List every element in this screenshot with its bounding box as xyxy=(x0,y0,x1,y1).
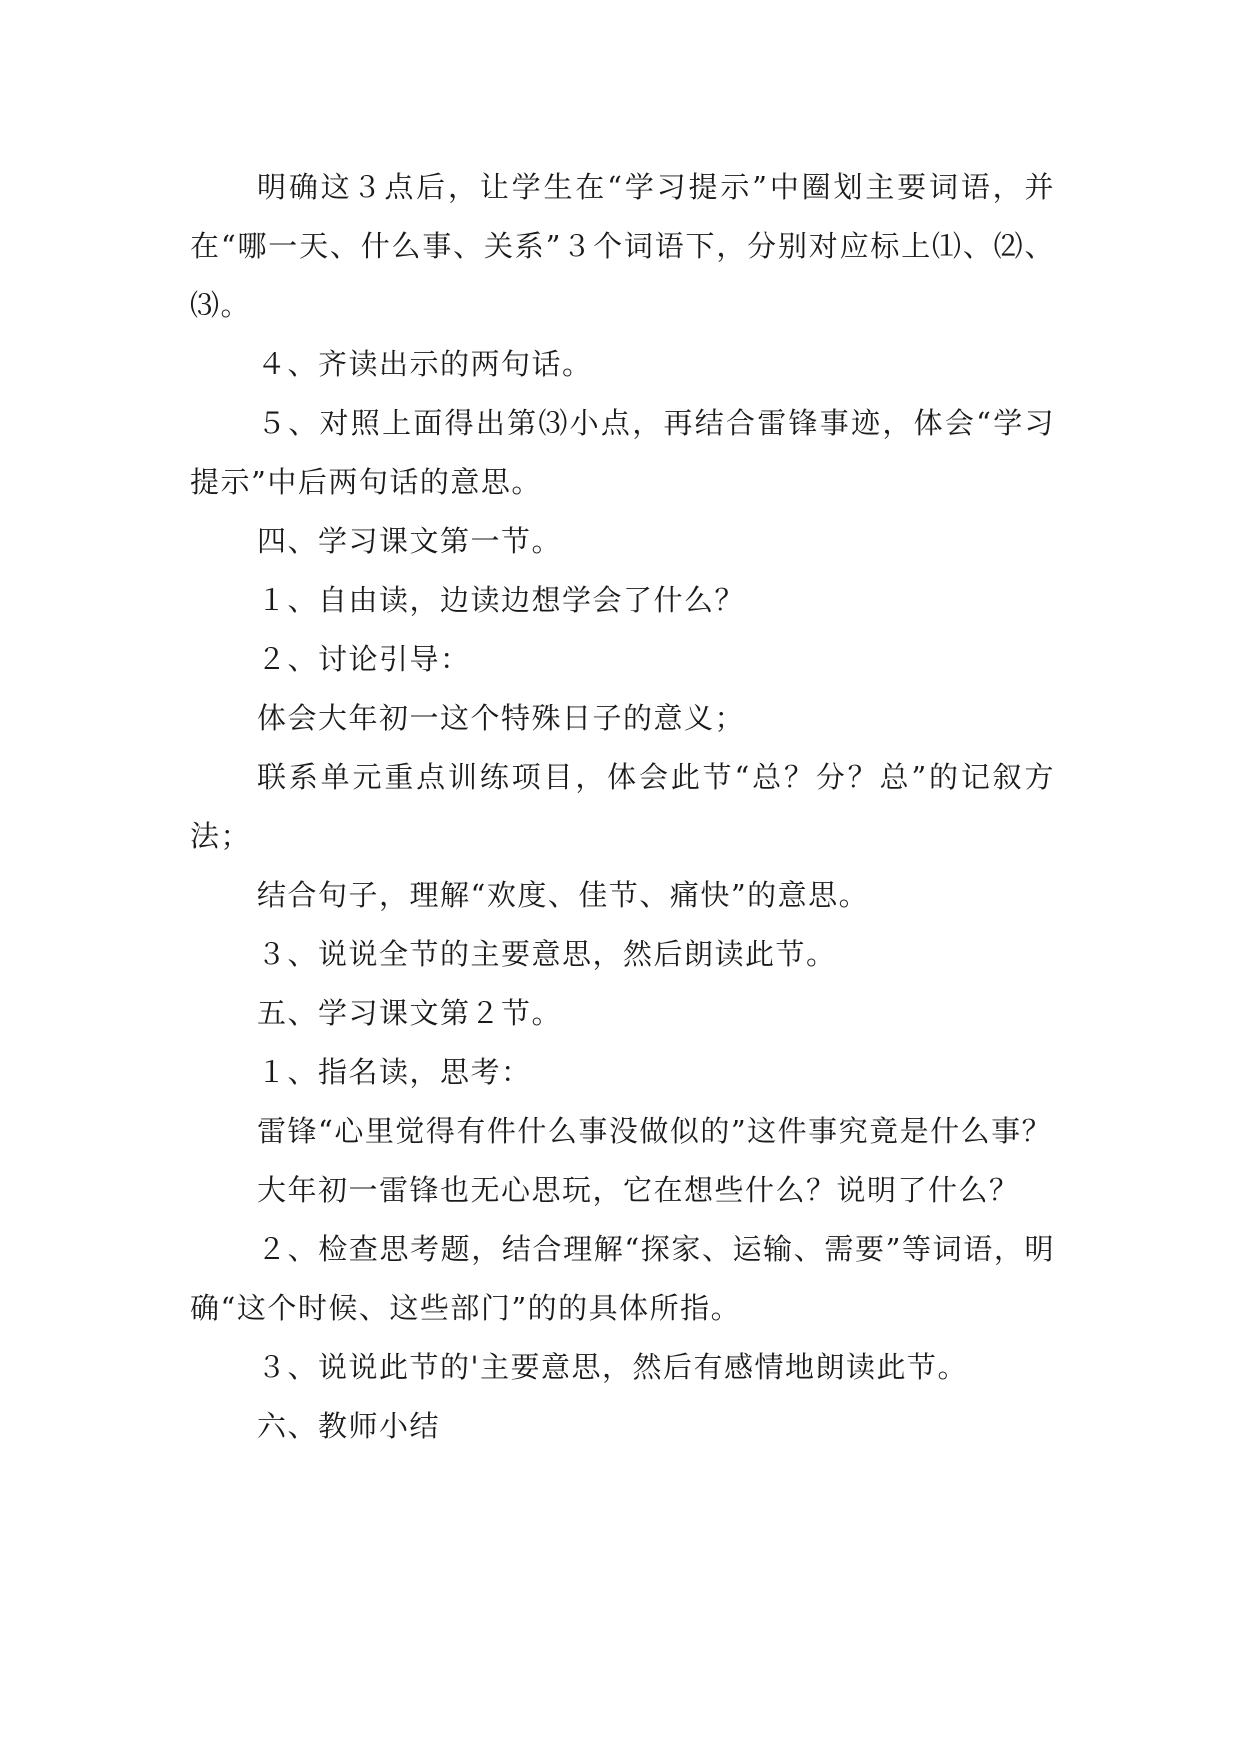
section-heading: 四、学习课文第一节。 xyxy=(257,524,563,558)
paragraph: 雷锋“心里觉得有件什么事没做似的”这件事究竟是什么事？ xyxy=(257,1114,1053,1148)
paragraph: ３、说说此节的'主要意思，然后有感情地朗读此节。 xyxy=(257,1350,968,1384)
paragraph: ２、讨论引导： xyxy=(257,642,471,676)
paragraph: ２、检查思考题，结合理解“探家、运输、需要”等词语，明确“这个时候、这些部门”的的具体所指。 xyxy=(190,1232,1055,1325)
paragraph: １、自由读，边读边想学会了什么？ xyxy=(257,583,746,617)
document-body xyxy=(190,158,1055,1456)
paragraph: 体会大年初一这个特殊日子的意义； xyxy=(257,701,746,735)
section-heading: 五、学习课文第２节。 xyxy=(257,996,563,1030)
paragraph: ３、说说全节的主要意思，然后朗读此节。 xyxy=(257,937,837,971)
paragraph: ５、对照上面得出第⑶小点，再结合雷锋事迹，体会“学习提示”中后两句话的意思。 xyxy=(190,406,1055,499)
paragraph: １、指名读，思考： xyxy=(257,1055,532,1089)
paragraph: 结合句子，理解“欢度、佳节、痛快”的意思。 xyxy=(257,878,870,912)
paragraph: ４、齐读出示的两句话。 xyxy=(257,347,593,381)
section-heading: 六、教师小结 xyxy=(257,1409,441,1443)
paragraph: 明确这３点后，让学生在“学习提示”中圈划主要词语，并在“哪一天、什么事、关系”３个词语下，分别对应标上⑴、⑵、⑶。 xyxy=(190,170,1055,322)
paragraph: 联系单元重点训练项目，体会此节“总？分？总”的记叙方法； xyxy=(190,760,1055,853)
paragraph: 大年初一雷锋也无心思玩，它在想些什么？说明了什么？ xyxy=(257,1173,1020,1207)
